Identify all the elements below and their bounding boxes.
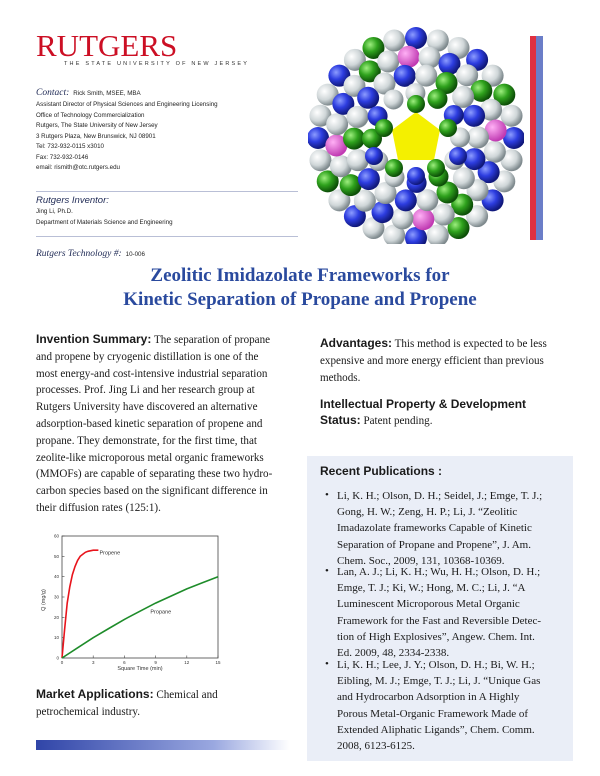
advantages [320,335,582,386]
x-tick-label: 6 [123,660,126,665]
market-label: Market Applications: [36,687,154,701]
y-tick-label: 0 [56,655,59,661]
advantages-line: expensive and more energy efficient than previous [320,354,544,367]
market-text-2: petrochemical industry. [36,705,141,718]
bullet-icon: • [325,565,329,577]
nitrogen-atom [358,168,380,190]
publication-line: Eibling, M. J.; Emge, T. J.; Li, J. “Unique Gas [337,675,541,688]
decorative-bottom-bar [36,740,290,750]
publication-line: Separation of Propane and Propene”, J. Am. [337,538,531,551]
chart-x-label: Square Time (min) [117,666,163,672]
invention-summary-label: Invention Summary: [36,332,152,346]
x-tick-label: 12 [184,660,190,665]
zinc-atom [343,128,365,150]
hydrogen-atom [416,189,438,211]
market-applications [36,686,308,721]
zinc-atom [375,119,393,137]
nitrogen-atom [463,105,485,127]
publication-line: Chem. Soc., 2009, 131, 10368-10369. [337,554,505,567]
molecular-structure-image [308,26,524,244]
hydrogen-atom [452,86,474,108]
hydrogen-atom [484,141,506,163]
publication-line: Li, K. H.; Lee, J. Y.; Olson, D. H.; Bi, W. H.; [337,659,535,671]
summary-line: adsorption-based kinetic separation of propene and [36,417,263,430]
plot-area-frame [62,536,218,658]
contact-line: Office of Technology Commercialization [36,111,145,119]
market-text-1: Chemical and [156,689,218,701]
publication-line: Li, K. H.; Olson, D. H.; Seidel, J.; Emge, T. J.; [337,490,543,502]
summary-line: carbon species based on the significant difference in [36,485,268,498]
publication-line: Porous Metal-Organic Framework Made of [337,707,529,720]
x-tick-label: 15 [215,660,221,665]
decorative-bar-blue [536,36,543,240]
page-title [0,264,600,312]
technology-label: Rutgers Technology #: [36,249,122,259]
y-tick-label: 20 [53,614,59,620]
nitrogen-atom [395,189,417,211]
publication-item [337,564,577,661]
contact-label: Contact: [36,88,70,98]
publication-line: and Hydrocarbon Adsorption in A Highly [337,691,520,704]
y-tick-label: 10 [53,635,59,641]
ip-status-label: Status: [320,413,361,427]
advantages-line: This method is expected to be less [394,338,547,350]
publication-item [337,488,577,569]
nitrogen-atom [405,27,427,49]
contact-name: Rick Smith, MSEE, MBA [73,90,141,97]
zinc-atom [427,89,447,109]
summary-line: (MMOFs) are capable of separating these two hydro- [36,468,273,481]
title-line-2: Kinetic Separation of Propane and Propene [123,289,477,310]
y-tick-label: 50 [53,553,59,559]
publication-line: Extended Aliphatic Ligands”, Chem. Comm. [337,723,535,736]
publication-line: Emge, T. J.; Ki, W.; Hong, M. C.; Li, J. “A [337,582,526,595]
contact-line: Fax: 732-932-0146 [36,153,89,161]
contact-email[interactable]: email: rismith@otc.rutgers.edu [36,164,120,171]
nitrogen-atom [365,147,383,165]
publication-item [337,657,577,754]
advantages-label: Advantages: [320,336,393,350]
hydrogen-atom [326,113,348,135]
ip-status [320,396,582,430]
title-line-1: Zeolitic Imidazolate Frameworks for [150,265,450,286]
bullet-icon: • [325,658,329,670]
zinc-atom [385,159,403,177]
adsorption-chart [36,528,226,678]
contact-line: Tel: 732-932-0115 x3010 [36,143,104,150]
cavity-shape [392,112,440,160]
hydrogen-atom [467,126,489,148]
contact-line: Rutgers, The State University of New Jersey [36,122,158,129]
x-tick-label: 3 [91,660,95,665]
contact-block [36,84,226,174]
technology-number [36,243,145,261]
hydrogen-atom [347,149,369,171]
bullet-icon: • [325,489,329,501]
contact-line: 3 Rutgers Plaza, New Brunswick, NJ 08901 [36,132,156,140]
publications-heading: Recent Publications : [320,464,443,478]
series-label-propene: Propene [99,550,121,557]
carbon-atom [412,208,434,230]
divider [36,191,298,192]
zinc-atom [439,119,457,137]
ip-label: Intellectual Property & Development [320,397,527,411]
summary-line: and propene by cryogenic distillation is one of the [36,350,259,363]
x-tick-label: 9 [154,660,157,665]
inventor-block [36,195,276,228]
summary-line: their diffusion rates (125:1). [36,501,161,514]
nitrogen-atom [394,65,416,87]
publication-line: 2008, 6123-6125. [337,740,415,753]
nitrogen-atom [463,148,485,170]
summary-line: propane. They demonstrate, for the first time, that [36,434,257,447]
nitrogen-atom [407,167,425,185]
advantages-line: methods. [320,371,361,384]
chart-y-label: Q (mg/g) [41,589,47,611]
inventor-name: Jing Li, Ph.D. [36,208,73,215]
invention-summary [36,331,308,517]
summary-line: Rutgers University have discovered an alternative [36,401,258,414]
zinc-atom [407,95,425,113]
y-tick-label: 60 [53,533,59,539]
technology-value: 10-006 [125,251,145,258]
contact-line: Assistant Director of Physical Sciences and Engineering Licensing [36,101,218,108]
summary-line: zeolite-like microporous metal organic frameworks [36,451,264,464]
inventor-label: Rutgers Inventor: [36,195,109,206]
y-tick-label: 30 [53,594,59,600]
y-tick-label: 40 [53,574,59,580]
hydrogen-atom [415,65,437,87]
publication-line: Ed. 2009, 48, 2334-2338. [337,647,450,660]
rutgers-logo-subtitle: THE STATE UNIVERSITY OF NEW JERSEY [64,61,250,67]
series-label-propane: Propane [150,609,172,616]
publication-line: Imadazolate frameworks Capable of Kinetic [337,522,532,535]
inventor-dept: Department of Materials Science and Engineering [36,218,173,226]
publication-line: Lan, A. J.; Li, K. H.; Wu, H. H.; Olson, D. H.; [337,566,541,578]
zinc-atom [427,159,445,177]
publication-line: tion of High Explosives”, Angew. Chem. Int. [337,630,535,643]
rutgers-logo: RUTGERS [36,28,178,63]
publication-line: Luminescent Microporous Metal Organic [337,598,520,611]
publications-panel [307,456,573,761]
carbon-atom [398,46,420,68]
x-tick-label: 0 [60,660,64,665]
summary-line: processes. Prof. Jing Li and her research group at [36,384,255,397]
publication-line: Framework for the Fast and Reversible Detec- [337,614,542,627]
summary-line: The separation of propane [153,334,271,346]
ip-status-text: Patent pending. [363,415,433,427]
nitrogen-atom [449,147,467,165]
hydrogen-atom [347,106,369,128]
summary-line: most energy-and cost-intensive industrial separation [36,367,268,380]
divider [36,236,298,237]
publication-line: Gong, H. W.; Zeng, H. P.; Li, J. “Zeolitic [337,506,518,519]
hydrogen-atom [383,89,403,109]
